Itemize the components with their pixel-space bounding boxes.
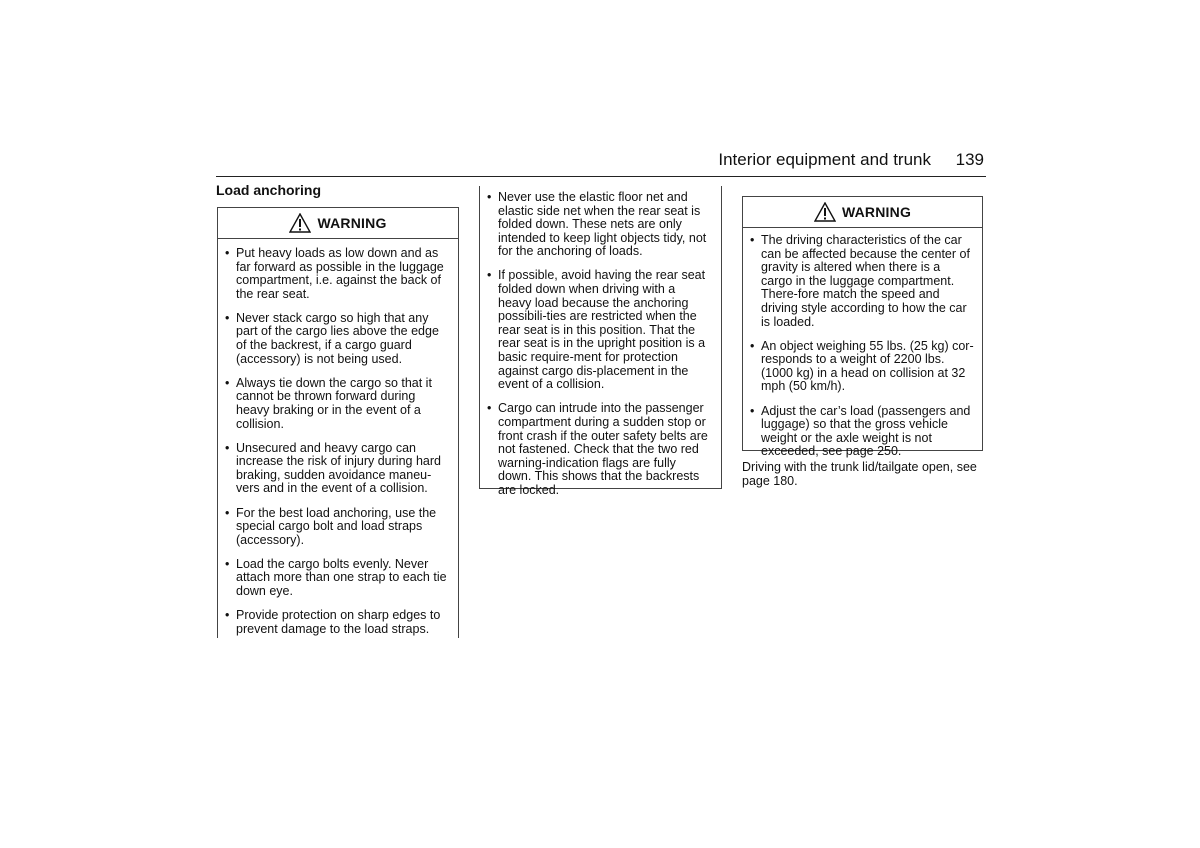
- warning-label: WARNING: [841, 204, 912, 220]
- list-item: • Never use the elastic floor net and elastic side net when the rear seat is folded down. These nets are only intended to keep light objects tidy, not for the anchoring of loads.: [484, 191, 711, 259]
- list-item: • Cargo can intrude into the passenger compartment during a sudden stop or front crash if the outer safety belts are not fastened. Check that the two red warning-indication flags are fully down. This shows that the backrests are locked.: [484, 402, 711, 497]
- warning-box: [742, 196, 983, 459]
- list-item: • Never stack cargo so high that any part of the cargo lies above the edge of the backrest, if a cargo guard (accessory) is not being used.: [222, 312, 448, 366]
- warning-box-continued: [479, 186, 722, 497]
- list-item: • Unsecured and heavy cargo can increase the risk of injury during hard braking, sudden avoidance maneu-vers and in the event of a collision.: [222, 442, 448, 496]
- list-item: • Always tie down the cargo so that it cannot be thrown forward during heavy braking or in the event of a collision.: [222, 377, 448, 431]
- warning-label: WARNING: [317, 215, 387, 231]
- list-item: • Put heavy loads as low down and as far forward as possible in the luggage compartment, i.e. against the back of the rear seat.: [222, 247, 448, 301]
- warning-list: [480, 186, 721, 497]
- list-item: • Load the cargo bolts evenly. Never attach more than one strap to each tie down eye.: [222, 558, 448, 599]
- warning-header: [743, 197, 982, 228]
- list-item: • For the best load anchoring, use the special cargo bolt and load straps (accessory).: [222, 507, 448, 548]
- warning-header: [218, 208, 458, 239]
- header-title: Interior equipment and trunk: [718, 150, 931, 169]
- warning-triangle-icon: [814, 202, 836, 222]
- list-item: • An object weighing 55 lbs. (25 kg) cor-responds to a weight of 2200 lbs. (1000 kg) in a head on collision at 32 mph (50 km/h).: [747, 340, 974, 394]
- warning-box: [217, 207, 459, 638]
- page-header: [216, 150, 986, 177]
- list-item: • Adjust the car’s load (passengers and luggage) so that the gross vehicle weight or the axle weight is not exceeded, see page 250.: [747, 405, 974, 459]
- page-number: 139: [955, 150, 984, 169]
- warning-list: [743, 228, 982, 459]
- list-item: • The driving characteristics of the car can be affected because the center of gravity is altered when there is a cargo in the luggage compartment. There-fore match the speed and driving style according to how the car is loaded.: [747, 234, 974, 329]
- list-item: • Provide protection on sharp edges to prevent damage to the load straps.: [222, 609, 448, 636]
- section-heading: Load anchoring: [216, 182, 321, 198]
- cross-reference-note: Driving with the trunk lid/tailgate open, see page 180.: [742, 460, 977, 488]
- list-item: • If possible, avoid having the rear seat folded down when driving with a heavy load because the anchoring possibili-ties are restricted when the rear seat is in this position. That the rear seat is in the upright position is a basic require-ment for protection against cargo dis-placement in the event of a collision.: [484, 269, 711, 391]
- warning-list: [218, 239, 458, 636]
- warning-triangle-icon: [289, 213, 311, 233]
